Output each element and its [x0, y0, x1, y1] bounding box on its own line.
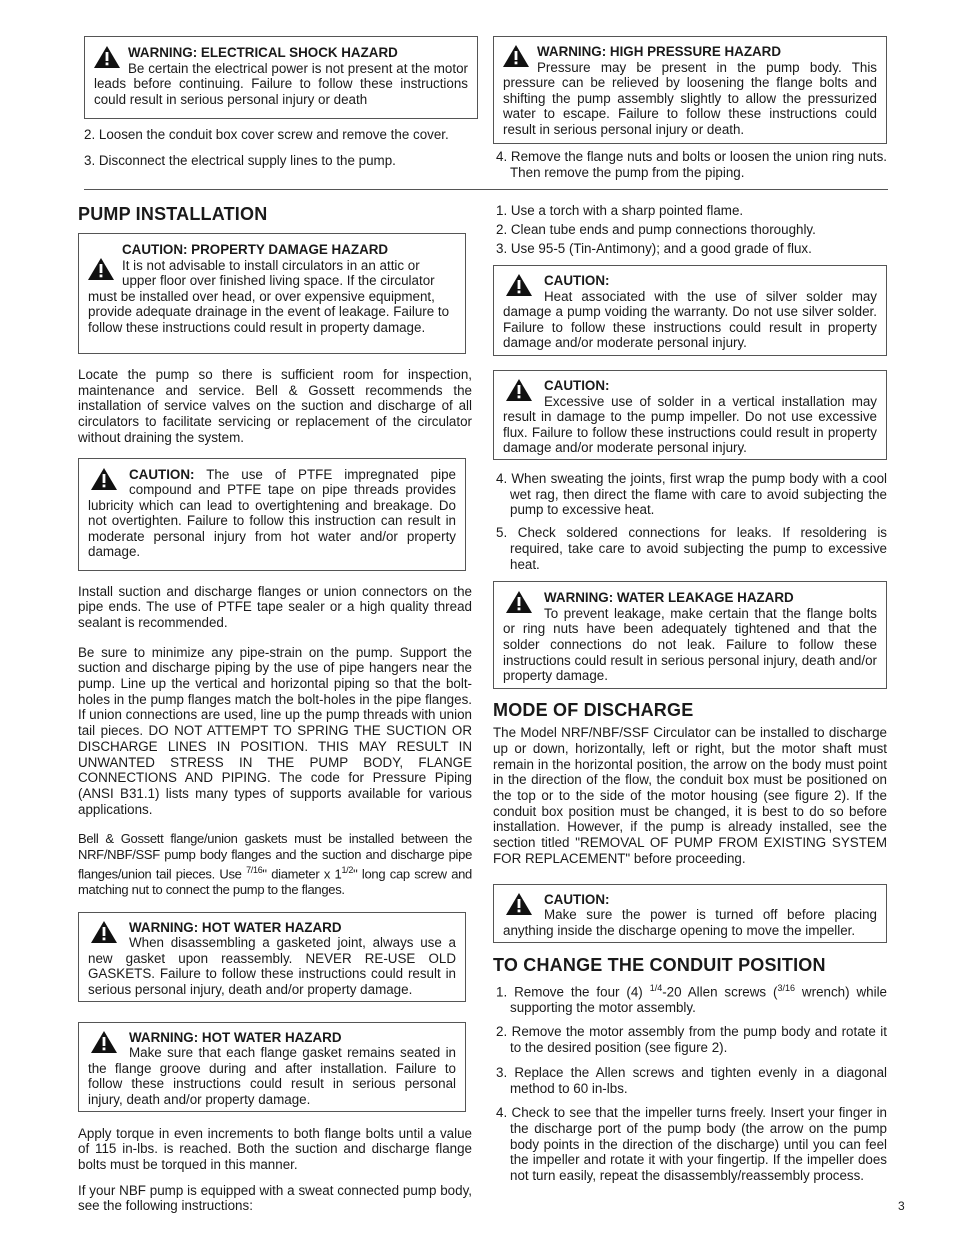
caution-body: Make sure the power is turned off before placing anything inside the discharge opening to move the impeller.	[503, 907, 877, 938]
conduit-step-1-b: -20 Allen screws (	[662, 984, 778, 1000]
gasket-text-c: " long cap screw and matching nut to connect the pump to the flanges.	[78, 866, 472, 897]
para-pipe-strain: Be sure to minimize any pipe-strain on the pump. Support the suction and discharge piping by the use of pipe hangers near the pump. Line up the vertical and horizontal piping so that the bolt-holes in the pump flanges match the bolt-holes in the pipe flanges. If union connections are used, line up the pump threads with union tail pieces. DO NOT ATTEMPT TO SPRING THE SUCTION OR DISCHARGE LINES IN POSITION. THIS MAY RESULT IN UNWANTED STRESS IN THE PUMP BODY, FLANGE CONNECTIONS AND PIPING. The code for Pressure Piping (ANSI B31.1) lists many types of supports available for various applications.	[78, 644, 472, 817]
right-column	[493, 201, 887, 1184]
warning-header: WARNING: ELECTRICAL SHOCK HAZARD	[128, 45, 398, 60]
warning-body: To prevent leakage, make certain that the flange bolts or ring nuts have been adequately tightened and that the solder connections do not leak. Failure to follow these instructions could result in serious personal injury, death and/or property damage.	[503, 605, 877, 684]
warning-triangle-icon	[91, 1031, 117, 1053]
conduit-step-4: 4. Check to see that the impeller turns freely. Insert your finger in the discharge port of the pump body (the arrow on the pump body points in the direction of the discharge) until you can feel the impeller and rotate it with your fingertip. If the impeller does not turn easily, repeat the disassembly/reassembly process.	[496, 1105, 887, 1184]
conduit-step-1-c: wrench) while supporting the motor assembly.	[510, 984, 887, 1015]
caution-body: Excessive use of solder in a vertical installation may result in damage to the pump impeller. Do not use excessive flux. Failure to follow these instructions could result in property damage and/or moderate personal injury.	[503, 393, 877, 456]
top-right-column	[493, 36, 887, 180]
section-title-conduit-position: TO CHANGE THE CONDUIT POSITION	[493, 954, 826, 975]
caution-header: CAUTION: PROPERTY DAMAGE HAZARD	[122, 242, 389, 257]
section-title-pump-installation: PUMP INSTALLATION	[78, 204, 268, 224]
section-title-mode-of-discharge: MODE OF DISCHARGE	[493, 700, 694, 721]
para-flanges: Install suction and discharge flanges or union connectors on the pipe ends. The use of PTFE tape sealer or a high quality thread sealant is recommended.	[78, 583, 472, 630]
warning-hot-water-box-1	[78, 912, 466, 1002]
step-2: 2. Loosen the conduit box cover screw and remove the cover.	[84, 127, 449, 142]
caution-header: CAUTION:	[544, 273, 610, 288]
step-4: 4. Remove the flange nuts and bolts or loosen the union ring nuts. Then remove the pump from the piping.	[496, 149, 887, 180]
warning-water-leakage-box	[493, 581, 887, 689]
sweat-step-4: 4. When sweating the joints, first wrap the pump body with a cool wet rag, then direct the flame with care to avoid subjecting the pump to excessive heat.	[496, 471, 887, 518]
caution-body: Heat associated with the use of silver solder may damage a pump voiding the warranty. Do not use silver solder. Failure to follow these instructions could result in property damage and/or moderate personal injury.	[503, 288, 877, 351]
warning-triangle-icon	[506, 591, 532, 613]
caution-body: The use of PTFE impregnated pipe compound and PTFE tape on pipe threads provides lubricity which can lead to overtightening and breakage. Do not overtighten. Failure to follow this instruction can result in moderate personal injury from hot water and/or property damage.	[88, 466, 456, 560]
warning-body: Pressure may be present in the pump body. This pressure can be relieved by loosening the flange bolts and shifting the pump assembly slightly to allow the pressurized water to escape. Failure to follow these instructions could result in serious personal injury or death.	[503, 59, 877, 137]
warning-body: Be certain the electrical power is not present at the motor leads before continuing. Failure to follow these instructions could result in serious personal injury or death	[94, 60, 468, 107]
sweat-step-3: 3. Use 95-5 (Tin-Antimony); and a good grade of flux.	[496, 241, 812, 256]
pump-installation-column	[78, 204, 472, 1214]
warning-header: WARNING: HIGH PRESSURE HAZARD	[537, 44, 782, 59]
caution-body: It is not advisable to install circulators in an attic or upper floor over finished living space. If the circulator must be installed over head, or over expensive equipment, provide adequate drainage in the event of leakage. Failure to follow these instructions could result in property damage.	[88, 257, 450, 335]
warning-triangle-icon	[506, 379, 532, 401]
warning-hot-water-box-2	[78, 1022, 466, 1112]
warning-pressure-box	[493, 36, 887, 144]
para-sweat-intro: If your NBF pump is equipped with a sweat connected pump body, see the following instructions:	[78, 1182, 472, 1214]
conduit-step-1	[493, 981, 887, 1016]
warning-triangle-icon	[503, 45, 529, 67]
fraction-7-16: 7/16	[246, 864, 263, 875]
caution-header: CAUTION:	[544, 378, 610, 393]
conduit-step-1-a: 1. Remove the four (4)	[496, 984, 650, 1000]
warning-header: WARNING: WATER LEAKAGE HAZARD	[544, 590, 794, 606]
para-mode-of-discharge: The Model NRF/NBF/SSF Circulator can be installed to discharge up or down, horizontally, left or right, but the motor shaft must remain in the horizontal position, the arrow on the body must point in the direction of the flow, the conduit box must be positioned on the top or to the side of the motor housing (see figure 2). If the conduit box position must be changed, it is best to do so before installation. However, if the pump is already installed, see the section titled "REMOVAL OF PUMP FROM EXISTING SYSTEM FOR REPLACEMENT" before proceeding.	[493, 725, 887, 866]
warning-triangle-icon	[94, 46, 120, 68]
sweat-step-5: 5. Check soldered connections for leaks. If resoldering is required, take care to avoid subjecting the pump to excessive heat.	[496, 525, 887, 572]
warning-body: Make sure that each flange gasket remains seated in the flange groove during and after installation. Failure to follow these instructions could result in serious personal injury, death and/or property damage.	[88, 1045, 456, 1107]
warning-body: When disassembling a gasketed joint, always use a new gasket upon reassembly. NEVER RE-USE OLD GASKETS. Failure to follow these instructions could result in serious personal injury, death and/or property damage.	[88, 935, 456, 997]
para-locate: Locate the pump so there is sufficient room for inspection, maintenance and service. Bell & Gossett recommends the installation of service valves on the suction and discharge of all circulators to facilitate servicing or replacement of the circulator without draining the system.	[78, 367, 472, 445]
warning-header: WARNING: HOT WATER HAZARD	[129, 919, 342, 935]
para-gaskets	[78, 831, 472, 897]
warning-electrical-box	[84, 36, 478, 119]
page-number: 3	[898, 1199, 905, 1213]
gasket-text-b: " diameter x 1	[262, 866, 342, 882]
warning-triangle-icon	[88, 258, 114, 280]
caution-property-box	[78, 233, 466, 354]
warning-triangle-icon	[506, 893, 532, 915]
sweat-step-2: 2. Clean tube ends and pump connections thoroughly.	[496, 222, 816, 237]
gasket-text-a: Bell & Gossett flange/union gaskets must be installed between the NRF/NBF/SSF pump body flanges and the suction and discharge pipe flanges/union tail pieces. Use	[78, 831, 472, 882]
caution-ptfe-box	[78, 458, 466, 571]
warning-triangle-icon	[91, 468, 117, 490]
section-divider	[84, 189, 888, 190]
conduit-step-2: 2. Remove the motor assembly from the pump body and rotate it to the desired position (see figure 2).	[496, 1024, 887, 1056]
warning-header: WARNING: HOT WATER HAZARD	[129, 1029, 342, 1045]
fraction-3-16: 3/16	[777, 982, 796, 993]
sweat-step-1: 1. Use a torch with a sharp pointed flame.	[496, 203, 744, 218]
caution-header: CAUTION:	[129, 466, 195, 482]
caution-header: CAUTION:	[544, 891, 610, 907]
caution-excessive-solder-box	[493, 370, 887, 460]
step-3: 3. Disconnect the electrical supply lines to the pump.	[84, 152, 396, 168]
warning-triangle-icon	[506, 274, 532, 296]
caution-power-box	[493, 884, 887, 943]
para-torque: Apply torque in even increments to both flange bolts until a value of 115 in-lbs. is reached. Both the suction and discharge flange bolts must be torqued in this manner.	[78, 1125, 472, 1172]
warning-triangle-icon	[91, 921, 117, 943]
top-left-column	[84, 36, 478, 168]
caution-silver-solder-box	[493, 265, 887, 356]
fraction-1-2: 1/2	[341, 864, 354, 875]
fraction-1-4: 1/4	[649, 982, 663, 993]
conduit-step-3: 3. Replace the Allen screws and tighten evenly in a diagonal method to 60 in-lbs.	[496, 1064, 887, 1096]
